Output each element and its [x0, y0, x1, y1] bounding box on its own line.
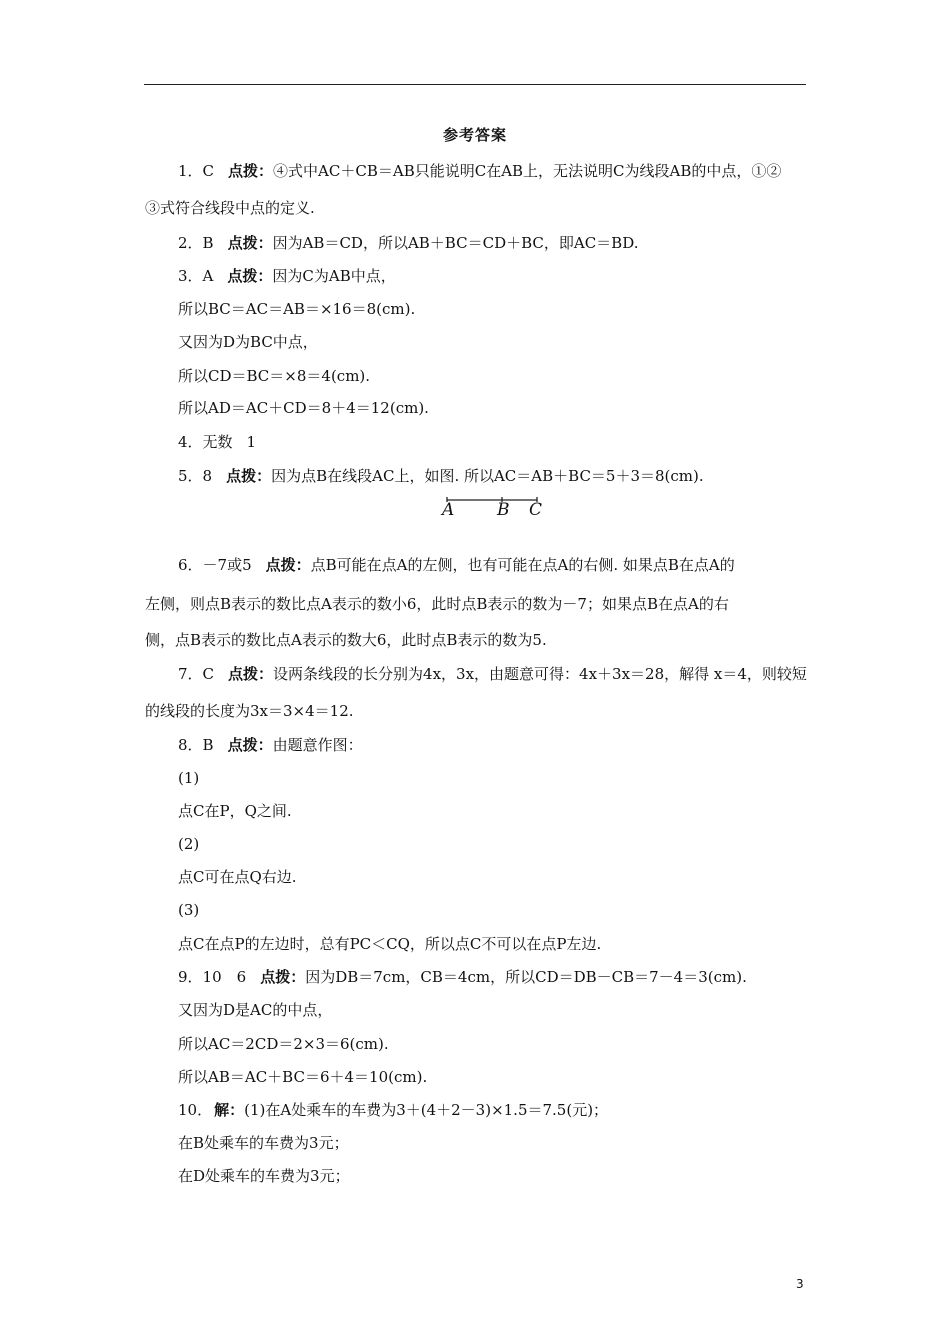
answer-1-text: ④式中AC＋CB＝AB只能说明C在AB上，无法说明C为线段AB的中点，①② [273, 162, 782, 180]
answer-9-line-3: 所以AC＝2CD＝2×3＝6(cm). [178, 1035, 389, 1053]
answer-10-number: 10． [178, 1101, 213, 1119]
answer-8-line-5: 点C可在点Q右边. [178, 868, 297, 886]
answer-1-number: 1．C [178, 162, 215, 180]
answer-4-value: 1 [246, 433, 257, 451]
hint-label: 点拨： [260, 968, 306, 986]
answer-6-line-3: 侧，点B表示的数比点A表示的数大6，此时点B表示的数为5. [145, 631, 547, 649]
point-label-c: C [529, 500, 543, 520]
answer-7-text: 设两条线段的长分别为4x，3x，由题意可得：4x＋3x＝28，解得 x＝4，则较短 [273, 665, 807, 683]
point-label-b: B [497, 500, 510, 520]
answer-8-line-7: 点C在点P的左边时，总有PC＜CQ，所以点C不可以在点P左边. [178, 935, 602, 953]
answer-6-text: 点B可能在点A的左侧，也有可能在点A的右侧. 如果点B在点A的 [310, 556, 735, 574]
hint-label: 点拨： [228, 665, 274, 683]
answer-5-text: 因为点B在线段AC上，如图. 所以AC＝AB＋BC＝5＋3＝8(cm). [271, 467, 704, 485]
answer-3-line-3: 又因为D为BC中点， [178, 333, 318, 351]
hint-label: 点拨： [226, 467, 272, 485]
answer-7 [178, 664, 807, 684]
answer-9-line-4: 所以AB＝AC＋BC＝6＋4＝10(cm). [178, 1068, 428, 1086]
answer-10-text: (1)在A处乘车的车费为3＋(4＋2－3)×1.5＝7.5(元)； [244, 1101, 609, 1119]
answer-3-line-4: 所以CD＝BC＝×8＝4(cm). [178, 367, 371, 385]
segment-figure [440, 492, 550, 524]
answer-3-line-5: 所以AD＝AC＋CD＝8＋4＝12(cm). [178, 399, 429, 417]
answer-3-line-2: 所以BC＝AC＝AB＝×16＝8(cm). [178, 300, 416, 318]
answer-1 [178, 161, 781, 181]
answer-8 [178, 735, 363, 755]
answer-2 [178, 233, 638, 253]
answer-3 [178, 266, 396, 286]
answer-8-line-4: (2) [178, 835, 200, 853]
page-number: 3 [796, 1277, 804, 1291]
answer-4-number: 4．无数 [178, 433, 233, 451]
answer-7-number: 7．C [178, 665, 215, 683]
hint-label: 点拨： [227, 736, 273, 754]
answer-4 [178, 432, 256, 452]
answer-1-cont: ③式符合线段中点的定义. [145, 199, 315, 217]
answer-3-text: 因为C为AB中点， [272, 267, 396, 285]
answer-9-text: 因为DB＝7cm，CB＝4cm，所以CD＝DB－CB＝7－4＝3(cm). [305, 968, 747, 986]
hint-label: 点拨： [227, 267, 273, 285]
answer-8-number: 8．B [178, 736, 214, 754]
solution-label: 解： [214, 1101, 245, 1119]
point-label-a: A [442, 500, 455, 520]
answer-8-line-6: (3) [178, 901, 200, 919]
hint-label: 点拨： [227, 234, 273, 252]
answer-6 [178, 555, 735, 575]
answer-7-cont: 的线段的长度为3x＝3×4＝12. [145, 702, 354, 720]
answer-8-line-2: (1) [178, 769, 200, 787]
answer-10-line-3: 在D处乘车的车费为3元； [178, 1167, 350, 1185]
answer-10 [178, 1100, 608, 1120]
answer-5 [178, 466, 704, 486]
answer-9-number: 9．10 6 [178, 968, 247, 986]
hint-label: 点拨： [228, 162, 274, 180]
answer-6-line-2: 左侧，则点B表示的数比点A表示的数小6，此时点B表示的数为－7；如果点B在点A的右 [145, 595, 729, 613]
answer-5-number: 5．8 [178, 467, 213, 485]
page-title: 参考答案 [442, 126, 507, 144]
answer-8-text: 由题意作图： [272, 736, 363, 754]
answer-2-text: 因为AB＝CD，所以AB＋BC＝CD＋BC，即AC＝BD. [272, 234, 639, 252]
header-rule [144, 84, 806, 85]
answer-10-line-2: 在B处乘车的车费为3元； [178, 1134, 349, 1152]
answer-6-number: 6．－7或5 [178, 556, 252, 574]
answer-9 [178, 967, 747, 987]
answer-8-line-3: 点C在P，Q之间. [178, 802, 292, 820]
answer-2-number: 2．B [178, 234, 214, 252]
answer-3-number: 3．A [178, 267, 214, 285]
hint-label: 点拨： [265, 556, 311, 574]
answer-9-line-2: 又因为D是AC的中点， [178, 1001, 333, 1019]
